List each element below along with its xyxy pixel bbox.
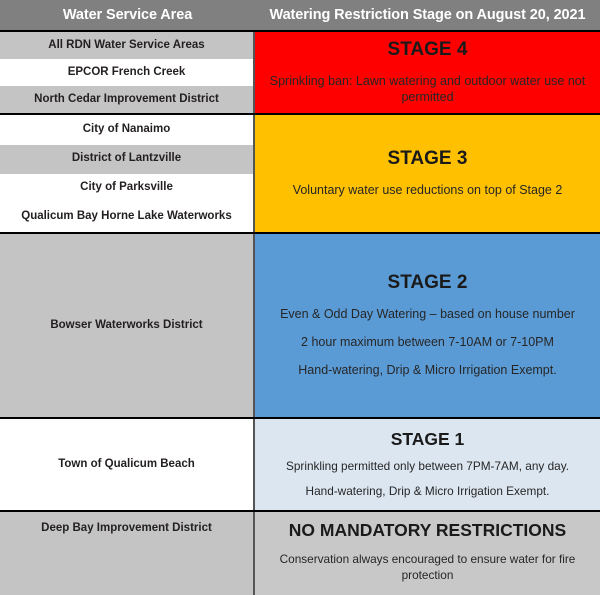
stage-cell-stage2 <box>255 234 600 417</box>
list-item: All RDN Water Service Areas <box>0 32 253 59</box>
table-row <box>0 115 600 234</box>
stage-cell-no-restrictions <box>255 512 600 595</box>
list-item: Bowser Waterworks District <box>0 234 253 417</box>
service-area-cell-stage2 <box>0 234 255 417</box>
table-row <box>0 234 600 419</box>
service-area-cell-stage4 <box>0 32 255 113</box>
stage-description: Even & Odd Day Watering – based on house number <box>280 307 575 322</box>
stage-badge: STAGE 2 <box>387 272 468 294</box>
list-item: City of Parksville <box>0 174 253 203</box>
list-item: Deep Bay Improvement District <box>0 512 253 595</box>
table-row <box>0 512 600 595</box>
service-area-cell-stage3 <box>0 115 255 232</box>
list-item: City of Nanaimo <box>0 116 253 145</box>
list-item: EPCOR French Creek <box>0 59 253 86</box>
stage-badge: STAGE 4 <box>387 38 468 60</box>
stage-description: Conservation always encouraged to ensure water for fire protection <box>279 552 576 582</box>
stage-description: Hand-watering, Drip & Micro Irrigation Exempt. <box>298 362 557 377</box>
list-item: North Cedar Improvement District <box>0 86 253 113</box>
stage-description: Hand-watering, Drip & Micro Irrigation Exempt. <box>305 484 550 498</box>
table-body <box>0 32 600 595</box>
table-header-row <box>0 0 600 32</box>
stage-description: Sprinkling ban: Lawn watering and outdoor water use not permitted <box>269 73 586 105</box>
table-row <box>0 419 600 512</box>
stage-cell-stage3 <box>255 115 600 232</box>
service-area-cell-no-restrictions <box>0 512 255 595</box>
list-item: Qualicum Bay Horne Lake Waterworks <box>0 203 253 232</box>
stage-badge: STAGE 3 <box>387 148 468 170</box>
service-area-cell-stage1 <box>0 419 255 510</box>
stage-description: Sprinkling permitted only between 7PM-7AM, any day. <box>285 459 570 474</box>
list-item: Town of Qualicum Beach <box>0 419 253 510</box>
column-header-watering-restriction-stage: Watering Restriction Stage on August 20, 2021 <box>269 7 586 23</box>
list-item: District of Lantzville <box>0 145 253 174</box>
stage-description: Voluntary water use reductions on top of Stage 2 <box>292 182 563 197</box>
column-header-water-service-area: Water Service Area <box>62 7 193 23</box>
stage-cell-stage1 <box>255 419 600 510</box>
stage-badge: NO MANDATORY RESTRICTIONS <box>288 520 567 540</box>
table-row <box>0 32 600 115</box>
stage-description: 2 hour maximum between 7-10AM or 7-10PM <box>301 334 554 349</box>
stage-badge: STAGE 1 <box>390 429 465 450</box>
stage-cell-stage4 <box>255 32 600 113</box>
